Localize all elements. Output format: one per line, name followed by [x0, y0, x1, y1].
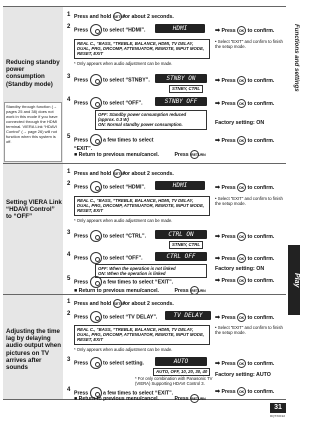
- section-tv-delay: [3, 294, 286, 400]
- nav-buttons-icon: [90, 181, 102, 193]
- side-tabs: [288, 0, 300, 422]
- confirm-instruction: ➡ Press OK to confirm.: [215, 27, 275, 34]
- ok-button-icon: OK: [237, 26, 246, 35]
- exit-hint: • Select “EXIT” and confirm to finish the setup mode.: [215, 325, 283, 335]
- factory-setting: Factory setting: ON: [215, 120, 265, 126]
- step-number: 1: [67, 12, 71, 18]
- display-stnby-off: STNBY OFF: [155, 97, 207, 106]
- confirm-instruction: ➡ Press OK to confirm.: [215, 255, 275, 262]
- menu-options-box: REAL C., “BASS, ”TREBLE, BALANCE, HDMI, TV DELAY, DUAL, PRG, DRCOMP, ATTENUATOR, REMOTE, INPUT MODE, RESET, EXIT: [74, 325, 210, 345]
- nav-buttons-icon: [90, 357, 102, 369]
- nav-buttons-icon: [90, 230, 102, 242]
- confirm-instruction: ➡ Press OK to confirm.: [215, 184, 275, 191]
- page-code: RQTX0192: [270, 414, 286, 418]
- section-label-column: [3, 164, 63, 294]
- confirm-instruction: ➡ Press OK to confirm.: [215, 100, 275, 107]
- confirm-instruction: ➡ Press OK to confirm.: [215, 360, 275, 367]
- steps: 1 Press and hold SETUP for about 2 seconds. 2 Press to select “HDMI”. HDMI REAL C., “BASS, ”TREBLE, BALANCE, HDMI, TV DELAY, DUAL, PRG, DRCOMP, ATTENUATOR, REMOTE, INPUT MODE, RESET, EXIT * Only appears when audio adjustment can be made. ➡ Press OK to confirm. • Select “EXIT” and confirm to finish the setup mode. 3 Press to select “STNBY”. STNBY ON STNBY, CTRL ➡ Press OK to confirm. 4 Press to select “OFF”. STNBY OFF OFF: Standby power consumption reduced (approx. 0.3 W) ON: Normal standby power consumption. ➡ Press OK to confirm. Factory setting: ON 5 Press a few times to select “EXIT”. ➡ Press OK to confirm. ■ Return to previous menu/cancel. Press RETURN: [65, 7, 286, 163]
- confirm-instruction: ➡ Press OK to confirm.: [215, 137, 275, 144]
- factory-setting: Factory setting: AUTO: [215, 372, 271, 378]
- nav-buttons-icon: [90, 252, 102, 264]
- section-label-column: [3, 7, 63, 163]
- section-standby-mode: [3, 6, 286, 163]
- exit-hint: • Select “EXIT” and confirm to finish the setup mode.: [215, 39, 283, 49]
- return-button-icon: RETURN: [190, 286, 199, 295]
- functions-settings-tab: Functions and settings: [293, 24, 300, 92]
- steps: 1 Press and hold SETUP for about 2 seconds. 2 Press to select “HDMI”. HDMI REAL C., “BASS, ”TREBLE, BALANCE, HDMI, TV DELAY, DUAL, PRG, DRCOMP, ATTENUATOR, REMOTE, INPUT MODE, RESET, EXIT * Only appears when audio adjustment can be made. ➡ Press OK to confirm. • Select “EXIT” and confirm to finish the setup mode. 3 Press to select “CTRL”. CTRL ON STNBY, CTRL ➡ Press OK to confirm. 4 Press to select “OFF”. CTRL OFF OFF: When the operation is not linked ON: When the operation is linked ➡ Press OK to confirm. Factory setting: ON 5 Press a few times to select “EXIT”. ➡ Press OK to confirm. ■ Return to previous menu/cancel. Press RETURN: [65, 164, 286, 294]
- option-tag: STNBY, CTRL: [169, 241, 203, 249]
- display-tv-delay: TV DELAY: [165, 311, 211, 320]
- nav-buttons-icon: [90, 24, 102, 36]
- footnote: * For only combination with Panasonic TV (VIERA) Supporting HDAVI Control 3.: [135, 376, 213, 386]
- ok-button-icon: OK: [237, 136, 246, 145]
- ok-button-icon: OK: [237, 76, 246, 85]
- play-tab: Play: [288, 245, 300, 315]
- return-instruction: ■ Return to previous menu/cancel. Press RETURN: [74, 395, 206, 402]
- ok-button-icon: OK: [237, 313, 246, 322]
- section-title: Adjusting the time lag by delaying audio output when pictures on TV arrives after sounds: [6, 328, 61, 372]
- exit-hint: • Select “EXIT” and confirm to finish the setup mode.: [215, 196, 283, 206]
- display-stnby: STNBY ON: [155, 74, 207, 83]
- section-viera-link: [3, 163, 286, 294]
- off-on-options: OFF: When the operation is not linked ON: When the operation is linked: [95, 264, 207, 278]
- display-ctrl: CTRL ON: [155, 230, 207, 239]
- menu-options-box: REAL C., “BASS, ”TREBLE, BALANCE, HDMI, TV DELAY, DUAL, PRG, DRCOMP, ATTENUATOR, REMOTE, INPUT MODE, RESET, EXIT: [74, 39, 210, 59]
- nav-buttons-icon: [90, 97, 102, 109]
- section-title: Setting VIERA Link “HDAVI Control” to “OFF”: [6, 199, 62, 221]
- return-instruction: ■ Return to previous menu/cancel. Press RETURN: [74, 287, 206, 294]
- step-text: Press and hold SETUP for about 2 seconds.: [74, 13, 174, 20]
- footnote: * Only appears when audio adjustment can be made.: [74, 61, 173, 66]
- page-number: 31: [270, 403, 286, 413]
- setup-button-icon: SETUP: [113, 299, 122, 308]
- ok-button-icon: OK: [237, 359, 246, 368]
- section-title: Reducing standby power consumption (Standby mode): [6, 59, 60, 88]
- ok-button-icon: OK: [237, 276, 246, 285]
- setup-button-icon: SETUP: [113, 12, 122, 21]
- steps: 1 Press and hold SETUP for about 2 seconds. 2 Press to select “TV DELAY”. TV DELAY REAL C., “BASS, ”TREBLE, BALANCE, HDMI, TV DELAY, DUAL, PRG, DRCOMP, ATTENUATOR, REMOTE, INPUT MODE, RESET, EXIT * Only appears when audio adjustment can be made. ➡ Press OK to confirm. • Select “EXIT” and confirm to finish the setup mode. 3 Press to select setting. AUTO AUTO, OFF, 10, 20, 30, 40 * For only combination with Panasonic TV (VIERA) Supporting HDAVI Control 3. ➡ Press OK to confirm. Factory setting: AUTO 4 Press a few times to select “EXIT”. ➡ Press OK to confirm. ■ Return to previous menu/cancel. Press RETURN: [65, 295, 286, 399]
- display-hdmi: HDMI: [155, 24, 205, 33]
- standby-note: Standby through function (→ pages 25 and 38) does not work in this mode if you have connected through the HDMI terminal. VIERA Link “HDAVI Control” (→ page 26) will not function when this system is off.: [4, 102, 62, 162]
- display-hdmi: HDMI: [155, 181, 205, 190]
- return-button-icon: RETURN: [190, 394, 199, 403]
- display-auto: AUTO: [155, 357, 207, 366]
- confirm-instruction: ➡ Press OK to confirm.: [215, 388, 275, 395]
- nav-buttons-icon: [90, 74, 102, 86]
- ok-button-icon: OK: [237, 254, 246, 263]
- confirm-instruction: ➡ Press OK to confirm.: [215, 233, 275, 240]
- return-instruction: ■ Return to previous menu/cancel. Press RETURN: [74, 151, 206, 158]
- section-label-column: [3, 295, 63, 399]
- return-button-icon: RETURN: [190, 150, 199, 159]
- confirm-instruction: ➡ Press OK to confirm.: [215, 314, 275, 321]
- footnote: * Only appears when audio adjustment can be made.: [74, 347, 173, 352]
- menu-options-box: REAL C., “BASS, ”TREBLE, BALANCE, HDMI, TV DELAY, DUAL, PRG, DRCOMP, ATTENUATOR, REMOTE, INPUT MODE, RESET, EXIT: [74, 196, 210, 216]
- confirm-instruction: ➡ Press OK to confirm.: [215, 277, 275, 284]
- factory-setting: Factory setting: ON: [215, 266, 265, 272]
- ok-button-icon: OK: [237, 387, 246, 396]
- footnote: * Only appears when audio adjustment can be made.: [74, 218, 173, 223]
- display-ctrl-off: CTRL OFF: [155, 252, 207, 261]
- option-tag: STNBY, CTRL: [169, 85, 203, 93]
- option-tag: AUTO, OFF, 10, 20, 30, 40: [153, 368, 210, 376]
- nav-buttons-icon: [90, 311, 102, 323]
- ok-button-icon: OK: [237, 232, 246, 241]
- setup-button-icon: SETUP: [113, 169, 122, 178]
- ok-button-icon: OK: [237, 183, 246, 192]
- off-on-options: OFF: Standby power consumption reduced (approx. 0.3 W) ON: Normal standby power consumption.: [95, 110, 207, 130]
- nav-buttons-icon: [90, 134, 102, 146]
- ok-button-icon: OK: [237, 99, 246, 108]
- confirm-instruction: ➡ Press OK to confirm.: [215, 77, 275, 84]
